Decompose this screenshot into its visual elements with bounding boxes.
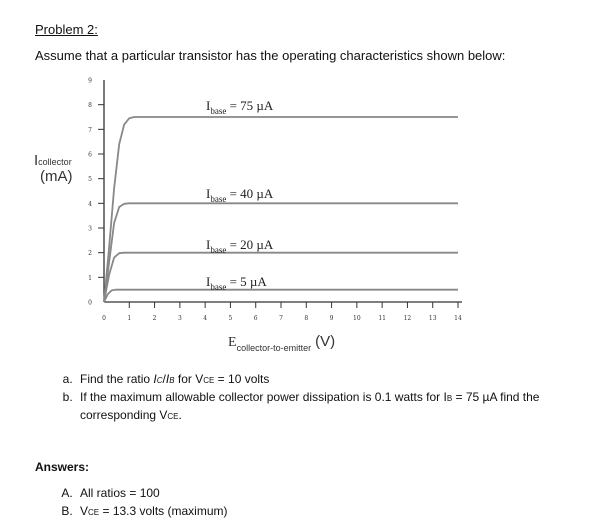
ib-sub: B (446, 394, 453, 403)
y-tick-label: 7 (88, 126, 92, 134)
series-label-sub: base (210, 245, 227, 255)
task-b-suffix: . (178, 408, 182, 422)
x-tick-label: 7 (279, 315, 283, 322)
vce-sub: CE (167, 412, 179, 421)
y-tick-label: 1 (88, 274, 92, 282)
x-tick-label: 0 (102, 315, 106, 322)
task-b-prefix: If the maximum allowable collector power dissipation is 0.1 watts for I (80, 390, 447, 404)
y-axis-label (34, 152, 73, 185)
answer-b-sub: CE (88, 508, 100, 517)
x-tick-label: 12 (403, 315, 412, 322)
x-tick-label: 2 (152, 315, 157, 322)
x-tick-label: 13 (428, 315, 437, 322)
ib-sub: B (169, 376, 175, 385)
y-tick-label: 3 (88, 225, 92, 233)
task-a (76, 371, 596, 389)
series-label-20 (206, 237, 273, 253)
problem-title: Problem 2: (35, 22, 98, 37)
y-axis-label-sub: collector (38, 157, 72, 167)
ic-sub: C (156, 376, 163, 385)
task-b (76, 389, 596, 425)
series-label-sub: base (210, 194, 227, 204)
x-tick-label: 5 (228, 315, 233, 322)
task-a-prefix: Find the ratio (80, 372, 154, 386)
series-label-value: = 20 µA (229, 237, 274, 252)
y-tick-label: 9 (88, 77, 92, 85)
ib-symbol: I (165, 372, 170, 386)
series-label-value: = 5 µA (229, 274, 267, 289)
problem-intro: Assume that a particular transistor has the operating characteristics shown below: (35, 48, 506, 63)
series-curve-3 (104, 290, 458, 302)
x-axis-label (228, 333, 335, 351)
x-axis-label-main: E (228, 335, 237, 350)
answer-b-prefix: V (80, 504, 89, 518)
y-tick-label: 4 (88, 200, 92, 208)
y-tick-label: 8 (88, 102, 92, 110)
y-tick-label: 5 (88, 176, 92, 184)
series-label-main: I (206, 98, 211, 113)
answer-b-suffix: = 13.3 volts (maximum) (99, 504, 228, 518)
y-tick-label: 0 (88, 299, 92, 307)
task-a-suffix: = 10 volts (214, 372, 270, 386)
answer-list (56, 484, 228, 522)
series-label-value: = 40 µA (229, 186, 274, 201)
series-curve-2 (104, 253, 458, 302)
x-tick-label: 10 (353, 315, 361, 322)
series-curve-0 (104, 117, 458, 302)
vce-sub: CE (203, 376, 215, 385)
answers-heading: Answers: (35, 460, 90, 474)
x-axis-label-unit: (V) (315, 333, 336, 350)
x-tick-label: 3 (177, 315, 182, 322)
task-list (56, 371, 596, 425)
y-tick-label: 6 (88, 151, 92, 159)
series-label-75 (206, 98, 273, 114)
x-tick-label: 14 (454, 315, 462, 322)
series-label-main: I (206, 237, 211, 252)
series-label-sub: base (210, 106, 227, 116)
ic-symbol: I (153, 372, 157, 386)
answer-b (76, 502, 228, 522)
task-b-mid: = 75 µA find the corresponding V (80, 390, 540, 422)
x-tick-label: 11 (378, 315, 386, 322)
ratio-slash: / (162, 372, 166, 386)
x-tick-label: 1 (127, 315, 132, 322)
series-label-40 (206, 186, 273, 202)
x-tick-label: 6 (253, 315, 258, 322)
series-label-value: = 75 µA (229, 98, 274, 113)
x-axis-label-sub: collector-to-emitter (236, 343, 312, 353)
series-label-5 (206, 274, 267, 290)
y-axis-label-unit: (mA) (40, 168, 73, 185)
series-label-main: I (206, 274, 211, 289)
x-tick-label: 4 (203, 315, 208, 322)
x-tick-label: 8 (304, 315, 309, 322)
x-tick-label: 9 (329, 315, 334, 322)
series-label-main: I (206, 186, 211, 201)
series-label-sub: base (210, 282, 227, 292)
y-tick-label: 2 (88, 250, 92, 258)
answer-a: A. All ratios = 100 (76, 484, 228, 502)
task-a-mid: for V (174, 372, 204, 386)
y-axis-label-main: I (34, 152, 39, 169)
